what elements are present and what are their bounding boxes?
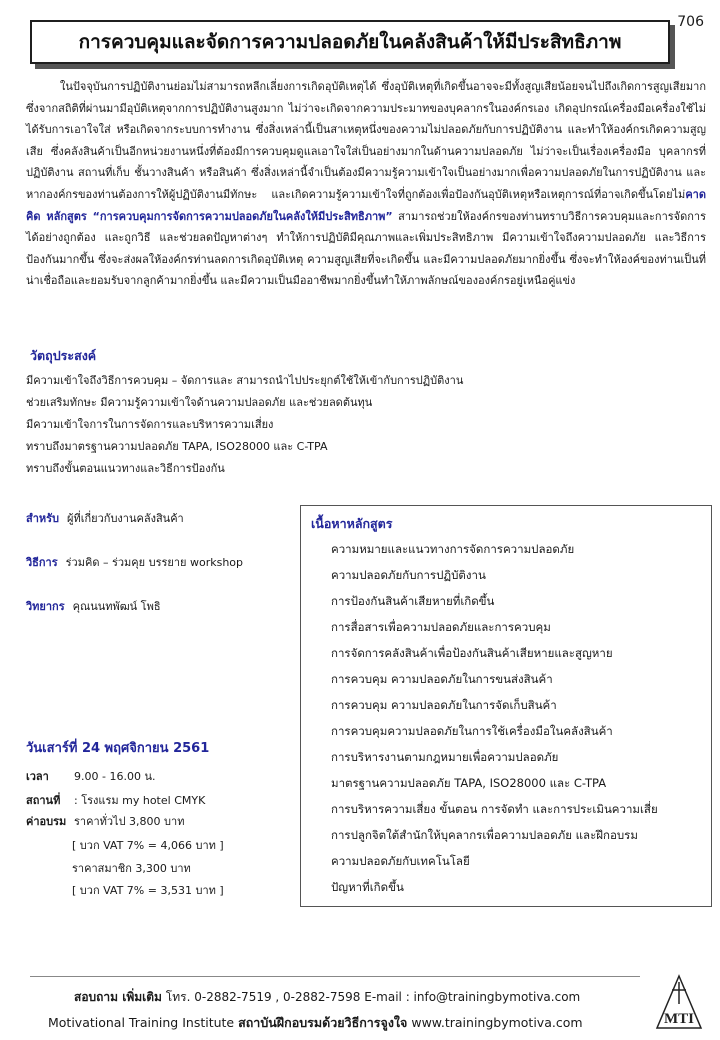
course-content-list (331, 536, 703, 900)
contact-phones: โทร. 0-2882-7519 , 0-2882-7598 (165, 990, 361, 1004)
content-item: การควบคุม ความปลอดภัยในการขนส่งสินค้า (331, 672, 553, 686)
content-item: การควบคุมความปลอดภัยในการใช้เครื่องมือในคลังสินค้า (331, 724, 613, 738)
event-fee-label: ค่าอบรม (26, 815, 67, 828)
content-item: มาตรฐานความปลอดภัย TAPA, ISO28000 และ C-TPA (331, 776, 607, 790)
speaker-value: คุณนนทพัฒน์ โพธิ (72, 600, 161, 613)
objectives-list (26, 370, 496, 480)
objective-item: มีความเข้าใจถึงวิธีการควบคุม – จัดการและ สามารถนำไปประยุกต์ใช้ให้เข้ากับการปฏิบัติงาน (26, 374, 464, 387)
content-item: ความปลอดภัยกับเทคโนโลยี (331, 854, 470, 868)
objectives-heading: วัตถุประสงค์ (30, 348, 97, 363)
target-audience-label: สำหรับ (26, 512, 60, 525)
target-audience-value: ผู้ที่เกี่ยวกับงานคลังสินค้า (67, 512, 184, 525)
intro-text-part2: สามารถช่วยให้องค์กรของท่านทราบวิธีการควบคุมและการจัดการได้อย่างถูกต้อง และถูกวิธี และช่วยลดปัญหาต่างๆ ทำให้การปฏิบัติมีคุณภาพและเพิ่มประสิทธิภาพ มีความเข้าใจถึงความปลอดภัย และวิธีการป้องกันมากขึ้น ซึ่งจะส่งผลให้องค์กรท่านลดการเกิดอุบัติเหตุ ความสูญเสียที่จะเกิดขึ้น และมีความปลอดภัยมากยิ่งขึ้น ซึ่งจะทำให้องค์ของท่านเป็นที่น่าเชื่อถือและยอมรับจากลูกค้ามากยิ่งขึ้น และมีความเป็นมืออาชีพมากยิ่งขึ้นทำให้ภาพลักษณ์ขององค์กรอยู่เหนือคู่แข่ง (26, 209, 706, 288)
content-item: การสื่อสารเพื่อความปลอดภัยและการควบคุม (331, 620, 551, 634)
objective-item: ทราบถึงมาตรฐานความปลอดภัย TAPA, ISO28000 และ C-TPA (26, 440, 328, 453)
content-item: ปัญหาที่เกิดขึ้น (331, 880, 404, 894)
training-method (26, 553, 243, 571)
event-fee (26, 812, 184, 830)
content-item: การควบคุม ความปลอดภัยในการจัดเก็บสินค้า (331, 698, 557, 712)
intro-course-highlight: คาดคิด หลักสูตร “การควบคุมการจัดการความปลอดภัยในคลังให้มีประสิทธิภาพ” (26, 187, 706, 223)
training-method-value: ร่วมคิด – ร่วมคุย บรรยาย workshop (65, 556, 244, 569)
fee-general-vat: [ บวก VAT 7% = 4,066 บาท ] (72, 839, 224, 852)
event-time-label: เวลา (26, 770, 49, 783)
page-title: การควบคุมและจัดการความปลอดภัยในคลังสินค้าให้มีประสิทธิภาพ (30, 20, 670, 64)
objective-item: ช่วยเสริมทักษะ มีความรู้ความเข้าใจด้านความปลอดภัย และช่วยลดต้นทุน (26, 396, 373, 409)
content-item: ความปลอดภัยกับการปฏิบัติงาน (331, 568, 486, 582)
event-venue (26, 791, 205, 809)
contact-line (74, 988, 580, 1007)
content-item: การบริหารงานตามกฎหมายเพื่อความปลอดภัย (331, 750, 559, 764)
intro-text-part1: ในปัจจุบันการปฏิบัติงานย่อมไม่สามารถหลีกเลี่ยงการเกิดอุบัติเหตุได้ ซึ่งอุบัติเหตุที่เกิดขึ้นอาจจะมีทั้งสูญเสียน้อยจนไปถึงเกิดการสูญเสียมาก ซึ่งจากสถิติที่ผ่านมามีอุบัติเหตุจากการปฏิบัติงานสูงมาก ไม่ว่าจะเกิดจากความประมาทของบุคลากรในองค์กรเอง เกิดอุปกรณ์เครื่องมือเครื่องใช้ไม่ได้รับการเอาใจใส่ หรือเกิดจากระบบการทำงาน ซึ่งสิ่งเหล่านี้เป็นสาเหตุหนึ่งของความไม่ปลอดภัยกับการปฏิบัติงาน และทำให้องค์กรเกิดความสูญเสีย ซึ่งคลังสินค้าเป็นอีกหน่วยงานหนึ่งที่ต้องมีการควบคุมดูแลเอาใจใส่เป็นอย่างมากในด้านความปลอดภัย ไม่ว่าจะเป็นเรื่องเครื่องมือ บุคลากรที่ปฏิบัติงาน สถานที่เก็บ ชั้นวางสินค้า หรือสินค้า ซึ่งสิ่งเหล่านี้จำเป็นต้องมีความรู้ความเข้าใจเป็นอย่างมากเพื่อความปลอดภัยในการปฏิบัติงาน และหากองค์กรของท่านต้องการให้ผู้ปฏิบัติงานมีทักษะ และเกิดความรู้ความเข้าใจที่ถูกต้องเพื่อป้องกันอุบัติเหตุหรือเหตุการณ์ที่อาจเกิดขึ้นโดยไม่ (26, 80, 706, 201)
event-date: วันเสาร์ที่ 24 พฤศจิกายน 2561 (26, 741, 210, 756)
institute-name-th: สถาบันฝึกอบรมด้วยวิธีการจูงใจ (238, 1015, 408, 1030)
training-method-label: วิธีการ (26, 556, 58, 569)
fee-member: ราคาสมาชิก 3,300 บาท (72, 862, 191, 875)
mti-logo-icon (654, 974, 704, 1030)
event-venue-value: : โรงแรม my hotel CMYK (74, 794, 206, 807)
objective-item: ทราบถึงขั้นตอนแนวทางและวิธีการป้องกัน (26, 462, 225, 475)
intro-paragraph (26, 76, 706, 292)
course-content-box (300, 505, 712, 907)
target-audience (26, 509, 184, 527)
content-item: การบริหารความเสี่ยง ขั้นตอน การจัดทำ และการประเมินความเสี่ย (331, 802, 658, 816)
speaker-label: วิทยากร (26, 600, 65, 613)
website-link[interactable]: www.trainingbymotiva.com (411, 1015, 583, 1030)
page-number: 706 (677, 14, 704, 30)
course-content-heading: เนื้อหาหลักสูตร (311, 516, 393, 531)
institute-name-en: Motivational Training Institute (48, 1015, 235, 1030)
content-item: ความหมายและแนวทางการจัดการความปลอดภัย (331, 542, 575, 556)
event-venue-label: สถานที่ (26, 794, 61, 807)
footer (48, 1013, 583, 1033)
content-item: การจัดการคลังสินค้าเพื่อป้องกันสินค้าเสียหายและสูญหาย (331, 646, 613, 660)
fee-general: ราคาทั่วไป 3,800 บาท (74, 815, 185, 828)
logo-text: MTI (664, 1011, 694, 1027)
contact-label: สอบถาม เพิ่มเติม (74, 990, 162, 1004)
content-item: การปลูกจิตใต้สำนักให้บุคลากรเพื่อความปลอดภัย และฝึกอบรม (331, 828, 638, 842)
objective-item: มีความเข้าใจการในการจัดการและบริหารความเสี่ยง (26, 418, 274, 431)
fee-member-vat: [ บวก VAT 7% = 3,531 บาท ] (72, 884, 224, 897)
event-time (26, 767, 155, 785)
content-item: การป้องกันสินค้าเสียหายที่เกิดขึ้น (331, 594, 495, 608)
footer-divider (30, 976, 640, 977)
speaker (26, 597, 161, 615)
contact-email[interactable]: E-mail : info@trainingbymotiva.com (364, 990, 581, 1004)
event-time-value: 9.00 - 16.00 น. (74, 770, 156, 783)
